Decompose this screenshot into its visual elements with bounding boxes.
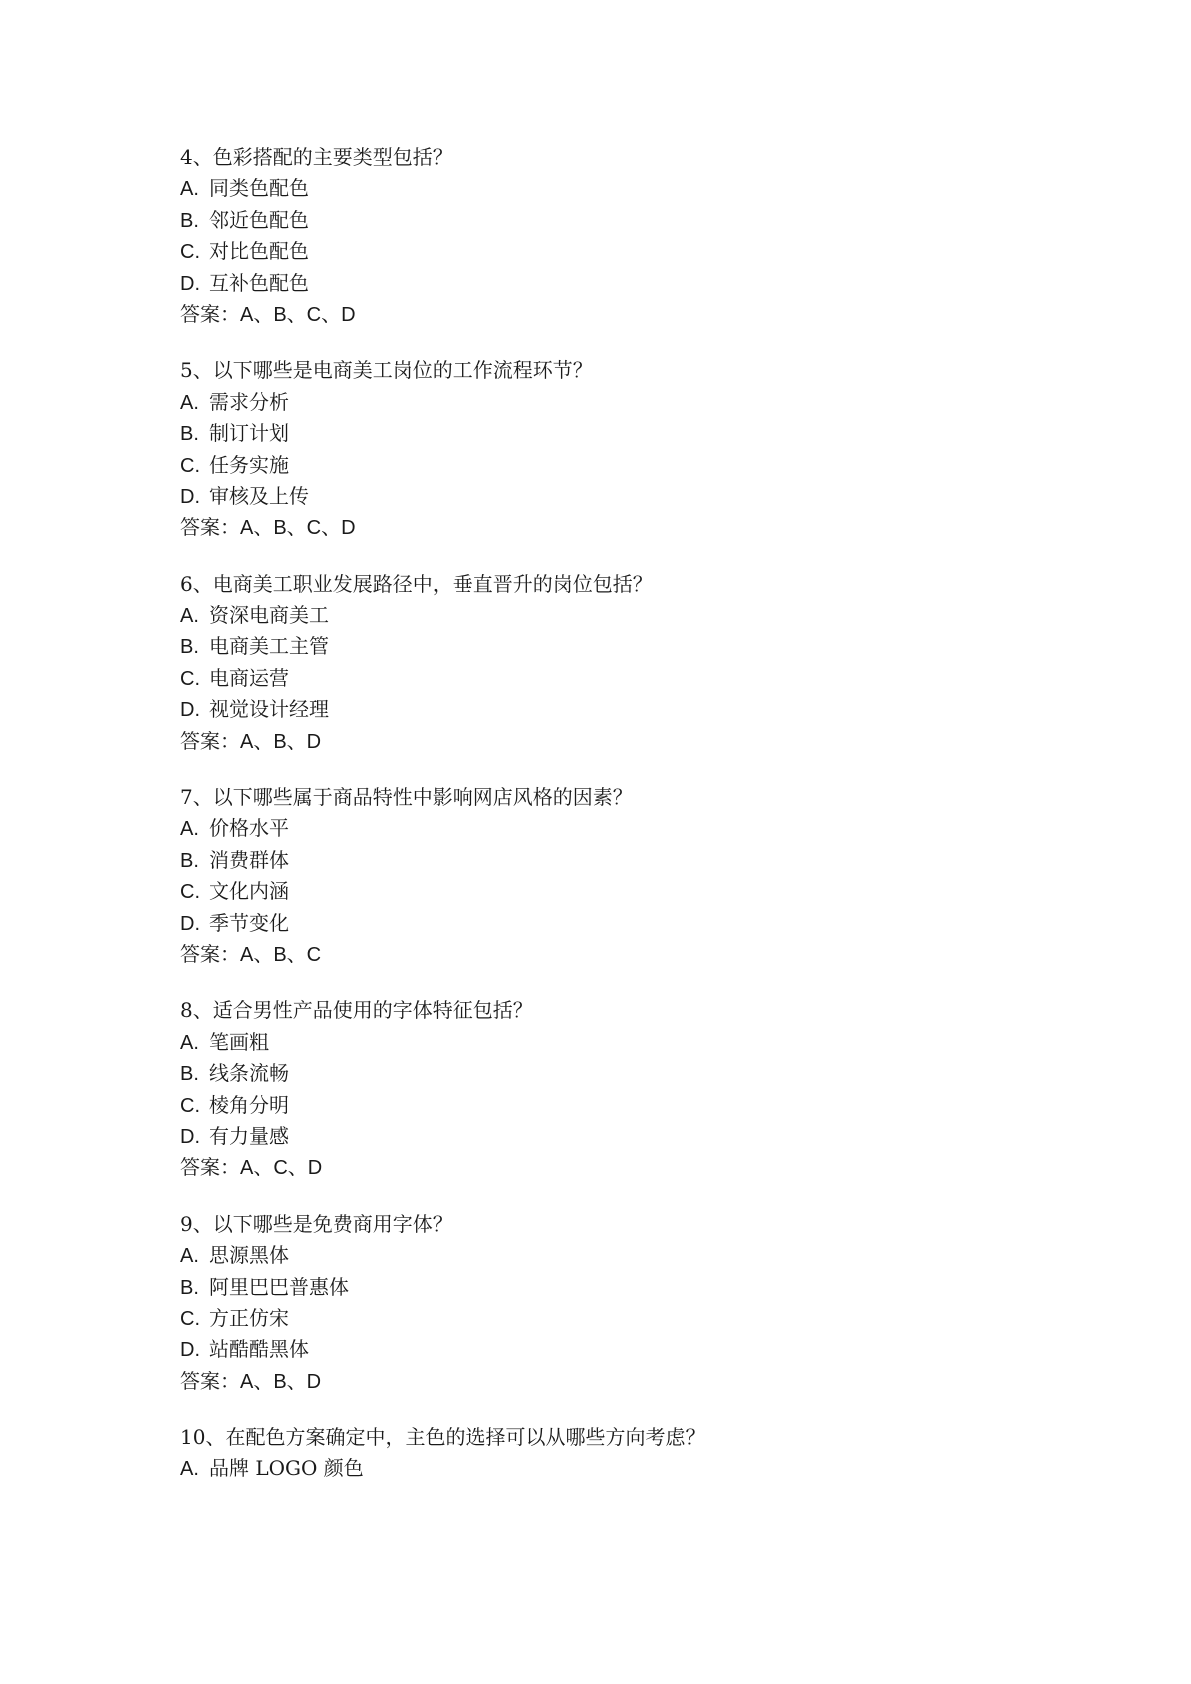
option-letter: D.	[180, 699, 200, 722]
option-text: 对比色配色	[209, 239, 309, 264]
option-c	[180, 236, 1080, 267]
option-text: 同类色配色	[209, 176, 309, 201]
question-stem: 9、以下哪些是免费商用字体？	[180, 1211, 453, 1236]
question-4	[180, 142, 1080, 330]
answer-label: 答案：	[180, 941, 240, 966]
option-text: 季节变化	[209, 910, 289, 935]
option-text: 阿里巴巴普惠体	[209, 1274, 349, 1299]
option-text: 邻近色配色	[209, 207, 309, 232]
option-c	[180, 1090, 1080, 1121]
option-c	[180, 450, 1080, 481]
option-letter: C.	[180, 454, 200, 477]
option-text: 任务实施	[209, 452, 289, 477]
option-letter: B.	[180, 423, 199, 446]
option-b	[180, 1058, 1080, 1089]
answer-line	[180, 299, 1080, 330]
option-a	[180, 600, 1080, 631]
option-letter: A.	[180, 605, 199, 628]
option-c	[180, 1303, 1080, 1334]
answer-line	[180, 1152, 1080, 1183]
option-letter: D.	[180, 485, 200, 508]
answer-label: 答案：	[180, 1155, 240, 1180]
answer-line	[180, 1366, 1080, 1397]
option-d	[180, 268, 1080, 299]
question-7	[180, 782, 1080, 970]
option-text: 互补色配色	[209, 270, 309, 295]
answer-value: A、B、C、D	[240, 517, 356, 540]
document-page	[180, 142, 1080, 1510]
option-b	[180, 418, 1080, 449]
option-text: 方正仿宋	[209, 1305, 289, 1330]
option-text: 视觉设计经理	[209, 697, 329, 722]
option-letter: C.	[180, 1307, 200, 1330]
option-letter: B.	[180, 1063, 199, 1086]
option-d	[180, 481, 1080, 512]
answer-value: A、B、D	[240, 730, 322, 753]
option-text: 电商运营	[209, 665, 289, 690]
option-letter: A.	[180, 391, 199, 414]
option-text: 线条流畅	[209, 1061, 289, 1086]
answer-label: 答案：	[180, 1368, 240, 1393]
option-letter: B.	[180, 209, 199, 232]
option-b	[180, 205, 1080, 236]
option-d	[180, 1121, 1080, 1152]
option-text: 文化内涵	[209, 879, 289, 904]
answer-line	[180, 512, 1080, 543]
option-a	[180, 173, 1080, 204]
answer-label: 答案：	[180, 515, 240, 540]
question-6	[180, 569, 1080, 757]
question-stem: 4、色彩搭配的主要类型包括？	[180, 145, 453, 169]
option-a	[180, 1027, 1080, 1058]
option-text: 价格水平	[209, 816, 289, 841]
question-stem: 7、以下哪些属于商品特性中影响网店风格的因素？	[180, 785, 633, 810]
answer-label: 答案：	[180, 728, 240, 753]
option-letter: C.	[180, 241, 200, 264]
option-letter: D.	[180, 1339, 200, 1362]
option-c	[180, 663, 1080, 694]
option-text: 思源黑体	[209, 1243, 289, 1268]
option-letter: A.	[180, 818, 199, 841]
option-d	[180, 908, 1080, 939]
question-stem: 8、适合男性产品使用的字体特征包括？	[180, 998, 533, 1023]
option-letter: A.	[180, 1458, 199, 1481]
question-stem: 6、电商美工职业发展路径中，垂直晋升的岗位包括？	[180, 571, 653, 596]
option-d	[180, 694, 1080, 725]
option-letter: B.	[180, 849, 199, 872]
option-letter: C.	[180, 667, 200, 690]
option-text: 资深电商美工	[209, 603, 329, 628]
answer-value: A、B、C、D	[240, 303, 356, 326]
option-text: 棱角分明	[209, 1092, 289, 1117]
question-5	[180, 355, 1080, 543]
question-8	[180, 995, 1080, 1183]
option-letter: D.	[180, 1125, 200, 1148]
question-stem: 5、以下哪些是电商美工岗位的工作流程环节？	[180, 358, 593, 383]
option-b	[180, 631, 1080, 662]
question-10	[180, 1422, 1080, 1485]
option-text: 电商美工主管	[209, 634, 329, 659]
option-text: 需求分析	[209, 389, 289, 414]
answer-value: A、B、D	[240, 1370, 322, 1393]
option-text: 消费群体	[209, 847, 289, 872]
answer-label: 答案：	[180, 301, 240, 326]
option-letter: D.	[180, 272, 200, 295]
option-d	[180, 1334, 1080, 1365]
answer-value: A、C、D	[240, 1157, 323, 1180]
question-9	[180, 1209, 1080, 1397]
option-a	[180, 813, 1080, 844]
option-b	[180, 845, 1080, 876]
option-letter: A.	[180, 178, 199, 201]
option-letter: A.	[180, 1245, 199, 1268]
option-c	[180, 876, 1080, 907]
option-a	[180, 1240, 1080, 1271]
option-a	[180, 1453, 1080, 1484]
option-text: 站酷酷黑体	[209, 1337, 309, 1362]
option-letter: B.	[180, 1276, 199, 1299]
option-a	[180, 387, 1080, 418]
option-text: 有力量感	[209, 1123, 289, 1148]
option-letter: A.	[180, 1031, 199, 1054]
question-stem: 10、在配色方案确定中，主色的选择可以从哪些方向考虑？	[180, 1425, 706, 1450]
option-text: 制订计划	[209, 421, 289, 446]
answer-value: A、B、C	[240, 943, 322, 966]
answer-line	[180, 726, 1080, 757]
option-letter: B.	[180, 636, 199, 659]
option-b	[180, 1272, 1080, 1303]
option-text: 审核及上传	[209, 483, 309, 508]
option-text: 品牌 LOGO 颜色	[209, 1456, 364, 1481]
answer-line	[180, 939, 1080, 970]
option-letter: C.	[180, 881, 200, 904]
option-letter: C.	[180, 1094, 200, 1117]
option-text: 笔画粗	[209, 1029, 269, 1054]
option-letter: D.	[180, 912, 200, 935]
